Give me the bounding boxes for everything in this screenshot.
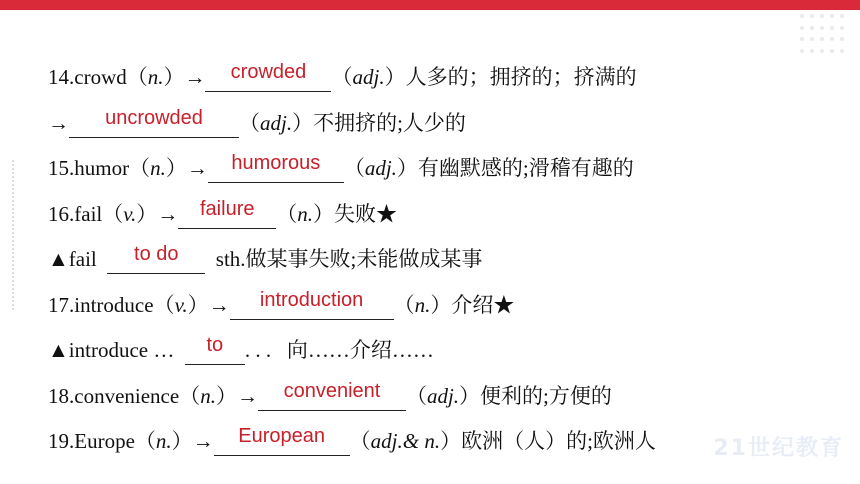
meaning: sth.做某事失败;未能做成某事 xyxy=(215,247,483,271)
answer-text: uncrowded xyxy=(105,106,203,129)
part-of-speech: n. xyxy=(297,201,313,226)
answer-text: to xyxy=(206,334,224,356)
part-of-speech: v. xyxy=(123,201,137,226)
answer-text: European xyxy=(238,425,326,447)
item-word: ▲fail xyxy=(48,247,97,271)
list-item: 18.convenience（n.）→ convenient （adj.）便利的;方便的 xyxy=(48,377,848,423)
answer-text: to do xyxy=(134,243,179,265)
part-of-speech: adj. xyxy=(352,65,385,89)
item-word: 19.Europe xyxy=(48,429,135,453)
meaning: 介绍★ xyxy=(451,292,515,317)
answer-text: failure xyxy=(200,197,255,220)
part-of-speech: n. xyxy=(414,292,431,317)
answer-text: convenient xyxy=(283,379,381,402)
meaning: 向……介绍…… xyxy=(286,338,434,362)
part-of-speech: v. xyxy=(174,292,188,317)
list-item: 17.introduce（v.）→ introduction （n.）介绍★ xyxy=(48,286,848,332)
arrow: → xyxy=(157,201,179,226)
arrow: → xyxy=(208,292,230,317)
answer-text: crowded xyxy=(230,61,307,83)
answer-blank xyxy=(205,61,331,92)
meaning: 有幽默感的;滑稽有趣的 xyxy=(417,156,634,180)
item-word: 17.introduce xyxy=(48,292,154,317)
list-item xyxy=(48,331,848,377)
item-word: 15.humor xyxy=(48,156,130,180)
item-word: 16.fail xyxy=(48,201,103,226)
part-of-speech: adj.& n. xyxy=(370,429,441,453)
answer-blank xyxy=(69,106,239,138)
arrow: → xyxy=(186,156,208,180)
answer-blank xyxy=(107,243,205,274)
item-word: 18.convenience xyxy=(48,383,180,408)
meaning: 人多的；拥挤的；挤满的 xyxy=(405,65,637,89)
ellipsis: . . . xyxy=(244,338,272,362)
arrow: → xyxy=(192,429,214,453)
list-item: 16.fail（v.）→ failure （n.）失败★ xyxy=(48,195,848,241)
answer-blank xyxy=(185,334,245,365)
item-word: ▲introduce … xyxy=(48,338,175,362)
meaning: 便利的;方便的 xyxy=(480,383,612,408)
meaning: 不拥挤的;人少的 xyxy=(313,110,466,135)
arrow: → xyxy=(236,383,258,408)
answer-text: introduction xyxy=(259,288,364,311)
part-of-speech: n. xyxy=(150,156,166,180)
list-item: 19.Europe（n.）→ European （adj.& n.）欧洲（人）的;欧洲人 xyxy=(48,422,848,468)
decorative-dotted-line xyxy=(12,160,14,310)
item-word: 14.crowd xyxy=(48,65,127,89)
part-of-speech: n. xyxy=(200,383,216,408)
part-of-speech: adj. xyxy=(260,110,293,135)
vocabulary-list xyxy=(48,58,848,468)
decorative-dot-grid xyxy=(800,14,846,56)
watermark-logo: 21世纪教育 xyxy=(713,436,844,461)
answer-blank xyxy=(214,425,350,456)
arrow: → xyxy=(184,65,206,89)
top-accent-bar xyxy=(0,0,860,10)
list-item: 14.crowd（n.）→ crowded （adj.）人多的；拥挤的；挤满的 xyxy=(48,58,848,104)
answer-blank xyxy=(230,288,394,320)
list-item: 15.humor（n.）→ humorous （adj.）有幽默感的;滑稽有趣的 xyxy=(48,149,848,195)
meaning: 欧洲（人）的;欧洲人 xyxy=(461,429,656,453)
answer-blank xyxy=(258,379,406,411)
part-of-speech: n. xyxy=(147,65,164,89)
part-of-speech: adj. xyxy=(364,156,397,180)
list-item xyxy=(48,240,848,286)
arrow: → xyxy=(48,110,69,135)
answer-text: humorous xyxy=(231,152,321,174)
list-item: → uncrowded （adj.）不拥挤的;人少的 xyxy=(48,104,848,150)
part-of-speech: adj. xyxy=(426,383,460,408)
part-of-speech: n. xyxy=(155,429,172,453)
answer-blank xyxy=(178,197,276,229)
answer-blank xyxy=(208,152,344,183)
meaning: 失败★ xyxy=(334,201,397,226)
